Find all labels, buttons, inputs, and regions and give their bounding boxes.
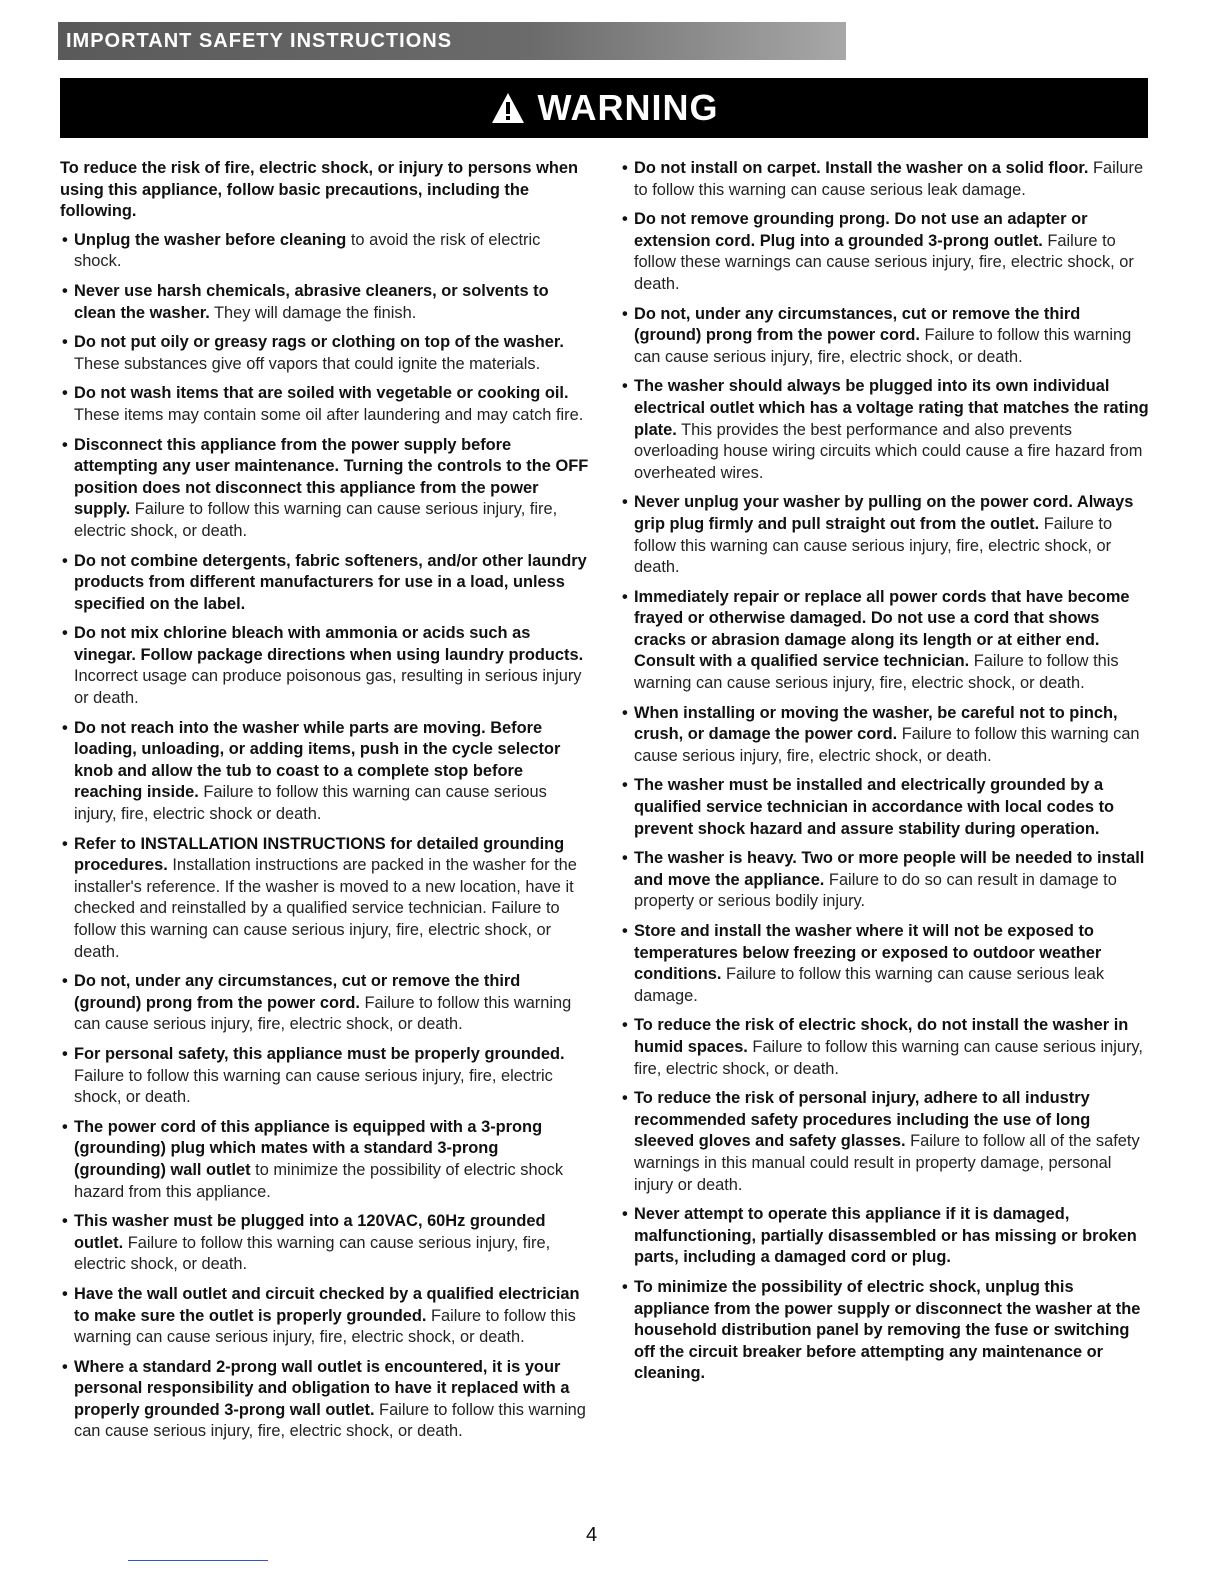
safety-instruction-item <box>620 1204 1150 1269</box>
safety-instruction-item <box>60 834 590 964</box>
instruction-bold-text: Disconnect this appliance from the power supply before attempting any user maintenance. Turning the controls to the OFF position does not disconnect this appliance from the power supply. <box>74 435 589 519</box>
instruction-bold-text: Do not install on carpet. Install the washer on a solid floor. <box>634 159 1089 177</box>
bullet-icon: • <box>62 551 68 570</box>
instruction-bold-text: Do not remove grounding prong. Do not use an adapter or extension cord. Plug into a grounded 3-prong outlet. <box>634 210 1088 250</box>
bullet-icon: • <box>622 210 628 229</box>
safety-instruction-item <box>60 1211 590 1276</box>
instruction-plain-text: to avoid the risk of electric shock. <box>74 230 541 271</box>
instruction-plain-text: Failure to follow these warnings can cause serious injury, fire, electric shock, or death. <box>634 231 1134 293</box>
left-instruction-list <box>60 230 590 1443</box>
page-number: 4 <box>586 1524 598 1546</box>
bullet-icon: • <box>622 703 628 722</box>
safety-instruction-item <box>60 332 590 375</box>
instruction-plain-text: This provides the best performance and also prevents overloading house wiring circuits which could cause a fire hazard from overheated wires. <box>634 420 1143 482</box>
instruction-bold-text: Do not reach into the washer while parts are moving. Before loading, unloading, or adding items, push in the cycle selector knob and allow the tub to coast to a complete stop before reaching inside. <box>74 718 561 802</box>
instruction-plain-text: These substances give off vapors that could ignite the materials. <box>74 354 541 373</box>
warning-banner <box>60 78 1148 138</box>
section-title: IMPORTANT SAFETY INSTRUCTIONS <box>66 29 453 52</box>
safety-instruction-item <box>620 1088 1150 1196</box>
instruction-bold-text: Do not, under any circumstances, cut or remove the third (ground) prong from the power cord. <box>634 304 1081 345</box>
instruction-bold-text: Refer to INSTALLATION INSTRUCTIONS for detailed grounding procedures. <box>74 834 565 875</box>
bullet-icon: • <box>62 718 68 737</box>
instruction-plain-text: Failure to follow this warning can cause serious injury, fire, electric shock, or death. <box>74 1233 551 1274</box>
warning-title: WARNING <box>537 87 719 128</box>
instruction-plain-text: These items may contain some oil after laundering and may catch fire. <box>74 405 584 424</box>
safety-instruction-item <box>60 1357 590 1443</box>
instruction-plain-text: Incorrect usage can produce poisonous gas, resulting in serious injury or death. <box>74 667 582 708</box>
bullet-icon: • <box>62 972 68 991</box>
bullet-icon: • <box>622 1277 628 1296</box>
bullet-icon: • <box>622 377 628 396</box>
safety-instruction-item <box>60 971 590 1036</box>
safety-instruction-item <box>60 718 590 826</box>
bullet-icon: • <box>62 1117 68 1136</box>
right-instruction-list <box>620 158 1150 1385</box>
safety-instruction-item <box>60 1284 590 1349</box>
instruction-plain-text: Installation instructions are packed in the washer for the installer's reference. If the washer is moved to a new location, have it checked and reinstalled by a qualified service technician. Failure to follow this warning can cause serious injury, fire, electric shock, or death. <box>74 856 577 961</box>
instruction-bold-text: To reduce the risk of electric shock, do not install the washer in humid spaces. <box>634 1016 1129 1056</box>
instruction-bold-text: The power cord of this appliance is equipped with a 3-prong (grounding) plug which mates with a standard 3-prong (grounding) wall outlet <box>74 1117 543 1179</box>
right-column <box>620 158 1150 1393</box>
instruction-bold-text: The washer should always be plugged into its own individual electrical outlet which has a voltage rating that matches the rating plate. <box>634 377 1149 439</box>
safety-instruction-item <box>60 551 590 616</box>
instruction-plain-text: Failure to follow this warning can cause serious injury, fire, electric shock, or death. <box>74 1306 576 1347</box>
instruction-plain-text: Failure to follow all of the safety warnings in this manual could result in property damage, personal injury or death. <box>634 1132 1140 1194</box>
bullet-icon: • <box>622 159 628 177</box>
safety-instruction-item <box>60 230 590 273</box>
instruction-bold-text: Do not, under any circumstances, cut or remove the third (ground) prong from the power cord. <box>74 972 521 1012</box>
instruction-bold-text: Never use harsh chemicals, abrasive cleaners, or solvents to clean the washer. <box>74 281 549 322</box>
bullet-icon: • <box>62 1212 68 1231</box>
instruction-plain-text: Failure to follow this warning can cause serious leak damage. <box>634 159 1144 199</box>
bullet-icon: • <box>62 230 68 249</box>
instruction-plain-text: Failure to follow this warning can cause serious injury, fire, electric shock, or death. <box>74 1066 553 1107</box>
safety-instruction-item <box>620 921 1150 1007</box>
safety-instruction-item <box>620 209 1150 295</box>
instruction-plain-text: Failure to do so can result in damage to property or serious bodily injury. <box>634 870 1117 911</box>
safety-instruction-item <box>620 775 1150 840</box>
instruction-plain-text: Failure to follow this warning can cause serious injury, fire, electric shock, or death. <box>634 1037 1143 1078</box>
instruction-bold-text: Never unplug your washer by pulling on the power cord. Always grip plug firmly and pull straight out from the outlet. <box>634 493 1134 533</box>
bullet-icon: • <box>62 1357 68 1376</box>
instruction-plain-text: Failure to follow this warning can cause serious leak damage. <box>634 965 1105 1005</box>
safety-instruction-item <box>60 1044 590 1109</box>
instruction-plain-text: Failure to follow this warning can cause serious injury, fire, electric shock, or death. <box>74 1400 586 1441</box>
instruction-bold-text: When installing or moving the washer, be careful not to pinch, crush, or damage the power cord. <box>634 703 1118 744</box>
left-column <box>60 158 590 1451</box>
instruction-bold-text: Do not wash items that are soiled with vegetable or cooking oil. <box>74 384 569 403</box>
instruction-bold-text: Immediately repair or replace all power cords that have become frayed or otherwise damaged. Do not use a cord that shows cracks or abrasion damage along its length or at either end. Consult with a qualified service technician. <box>634 587 1130 671</box>
bullet-icon: • <box>622 1016 628 1035</box>
safety-instruction-item <box>620 703 1150 768</box>
bullet-icon: • <box>622 304 628 323</box>
bullet-icon: • <box>622 849 628 868</box>
instruction-bold-text: Do not combine detergents, fabric softeners, and/or other laundry products from different manufacturers for use in a load, unless specified on the label. <box>74 551 587 613</box>
instruction-plain-text: Failure to follow this warning can cause serious injury, fire, electric shock or death. <box>74 783 547 824</box>
instruction-bold-text: Do not put oily or greasy rags or clothing on top of the washer. <box>74 333 564 352</box>
safety-instruction-item <box>60 435 590 543</box>
instruction-bold-text: Where a standard 2-prong wall outlet is encountered, it is your personal responsibility and obligation to have it replaced with a properly grounded 3-prong wall outlet. <box>74 1357 570 1419</box>
bullet-icon: • <box>622 587 628 606</box>
instruction-plain-text: Failure to follow this warning can cause serious injury, fire, electric shock, or death. <box>634 725 1140 765</box>
instruction-bold-text: To minimize the possibility of electric shock, unplug this appliance from the power supply or disconnect the washer at the household distribution panel by removing the fuse or switching off the circuit breaker before attempting any maintenance or cleaning. <box>634 1277 1141 1383</box>
instruction-plain-text: Failure to follow this warning can cause serious injury, fire, electric shock, or death. <box>634 514 1113 577</box>
intro-paragraph: To reduce the risk of fire, electric shock, or injury to persons when using this appliance, follow basic precautions, including the following. <box>60 159 578 221</box>
bullet-icon: • <box>622 776 628 795</box>
instruction-plain-text: to minimize the possibility of electric shock hazard from this appliance. <box>74 1160 564 1201</box>
safety-instruction-item <box>60 1117 590 1203</box>
instruction-plain-text: Failure to follow this warning can cause serious injury, fire, electric shock, or death. <box>74 993 572 1034</box>
bullet-icon: • <box>62 834 68 853</box>
safety-instruction-item <box>620 1277 1150 1385</box>
instruction-bold-text: Never attempt to operate this appliance if it is damaged, malfunctioning, partially disassembled or has missing or broken parts, including a damaged cord or plug. <box>634 1205 1137 1267</box>
safety-instruction-item <box>620 848 1150 913</box>
bullet-icon: • <box>62 333 68 352</box>
instruction-bold-text: This washer must be plugged into a 120VAC, 60Hz grounded outlet. <box>74 1212 546 1252</box>
bullet-icon: • <box>62 1284 68 1303</box>
safety-instruction-item <box>620 1015 1150 1080</box>
instruction-bold-text: Have the wall outlet and circuit checked by a qualified electrician to make sure the outlet is properly grounded. <box>74 1284 580 1325</box>
safety-instruction-item <box>620 492 1150 578</box>
instruction-bold-text: The washer is heavy. Two or more people will be needed to install and move the appliance. <box>634 849 1145 889</box>
bullet-icon: • <box>62 281 68 300</box>
instruction-plain-text: Failure to follow this warning can cause serious injury, fire, electric shock, or death. <box>634 652 1119 693</box>
section-header-bar <box>58 22 846 60</box>
instruction-plain-text: They will damage the finish. <box>209 303 417 322</box>
footer-rule <box>128 1560 268 1561</box>
instruction-bold-text: To reduce the risk of personal injury, adhere to all industry recommended safety procedures including the use of long sleeved gloves and safety glasses. <box>634 1089 1091 1151</box>
instruction-bold-text: Unplug the washer before cleaning <box>74 230 347 249</box>
safety-instruction-item <box>620 587 1150 695</box>
warning-triangle-icon <box>490 91 526 125</box>
bullet-icon: • <box>622 493 628 512</box>
safety-instruction-item <box>620 158 1150 201</box>
instruction-bold-text: Do not mix chlorine bleach with ammonia or acids such as vinegar. Follow package directions when using laundry products. <box>74 624 584 664</box>
instruction-plain-text: Failure to follow this warning can cause serious injury, fire, electric shock, or death. <box>74 500 558 540</box>
safety-instruction-item <box>620 376 1150 484</box>
bullet-icon: • <box>622 1089 628 1108</box>
bullet-icon: • <box>62 1044 68 1063</box>
instruction-bold-text: For personal safety, this appliance must be properly grounded. <box>74 1044 565 1063</box>
safety-instruction-item <box>620 304 1150 369</box>
safety-instruction-item <box>60 281 590 324</box>
instruction-bold-text: The washer must be installed and electrically grounded by a qualified service technician in accordance with local codes to prevent shock hazard and assure stability during operation. <box>634 776 1115 838</box>
safety-instruction-item <box>60 383 590 426</box>
instruction-plain-text: Failure to follow this warning can cause serious injury, fire, electric shock, or death. <box>634 326 1132 366</box>
bullet-icon: • <box>622 922 628 940</box>
bullet-icon: • <box>62 435 68 454</box>
bullet-icon: • <box>62 384 68 403</box>
bullet-icon: • <box>622 1205 628 1224</box>
bullet-icon: • <box>62 624 68 643</box>
instruction-bold-text: Store and install the washer where it will not be exposed to temperatures below freezing or exposed to outdoor weather conditions. <box>634 922 1102 984</box>
safety-instruction-item <box>60 623 590 709</box>
